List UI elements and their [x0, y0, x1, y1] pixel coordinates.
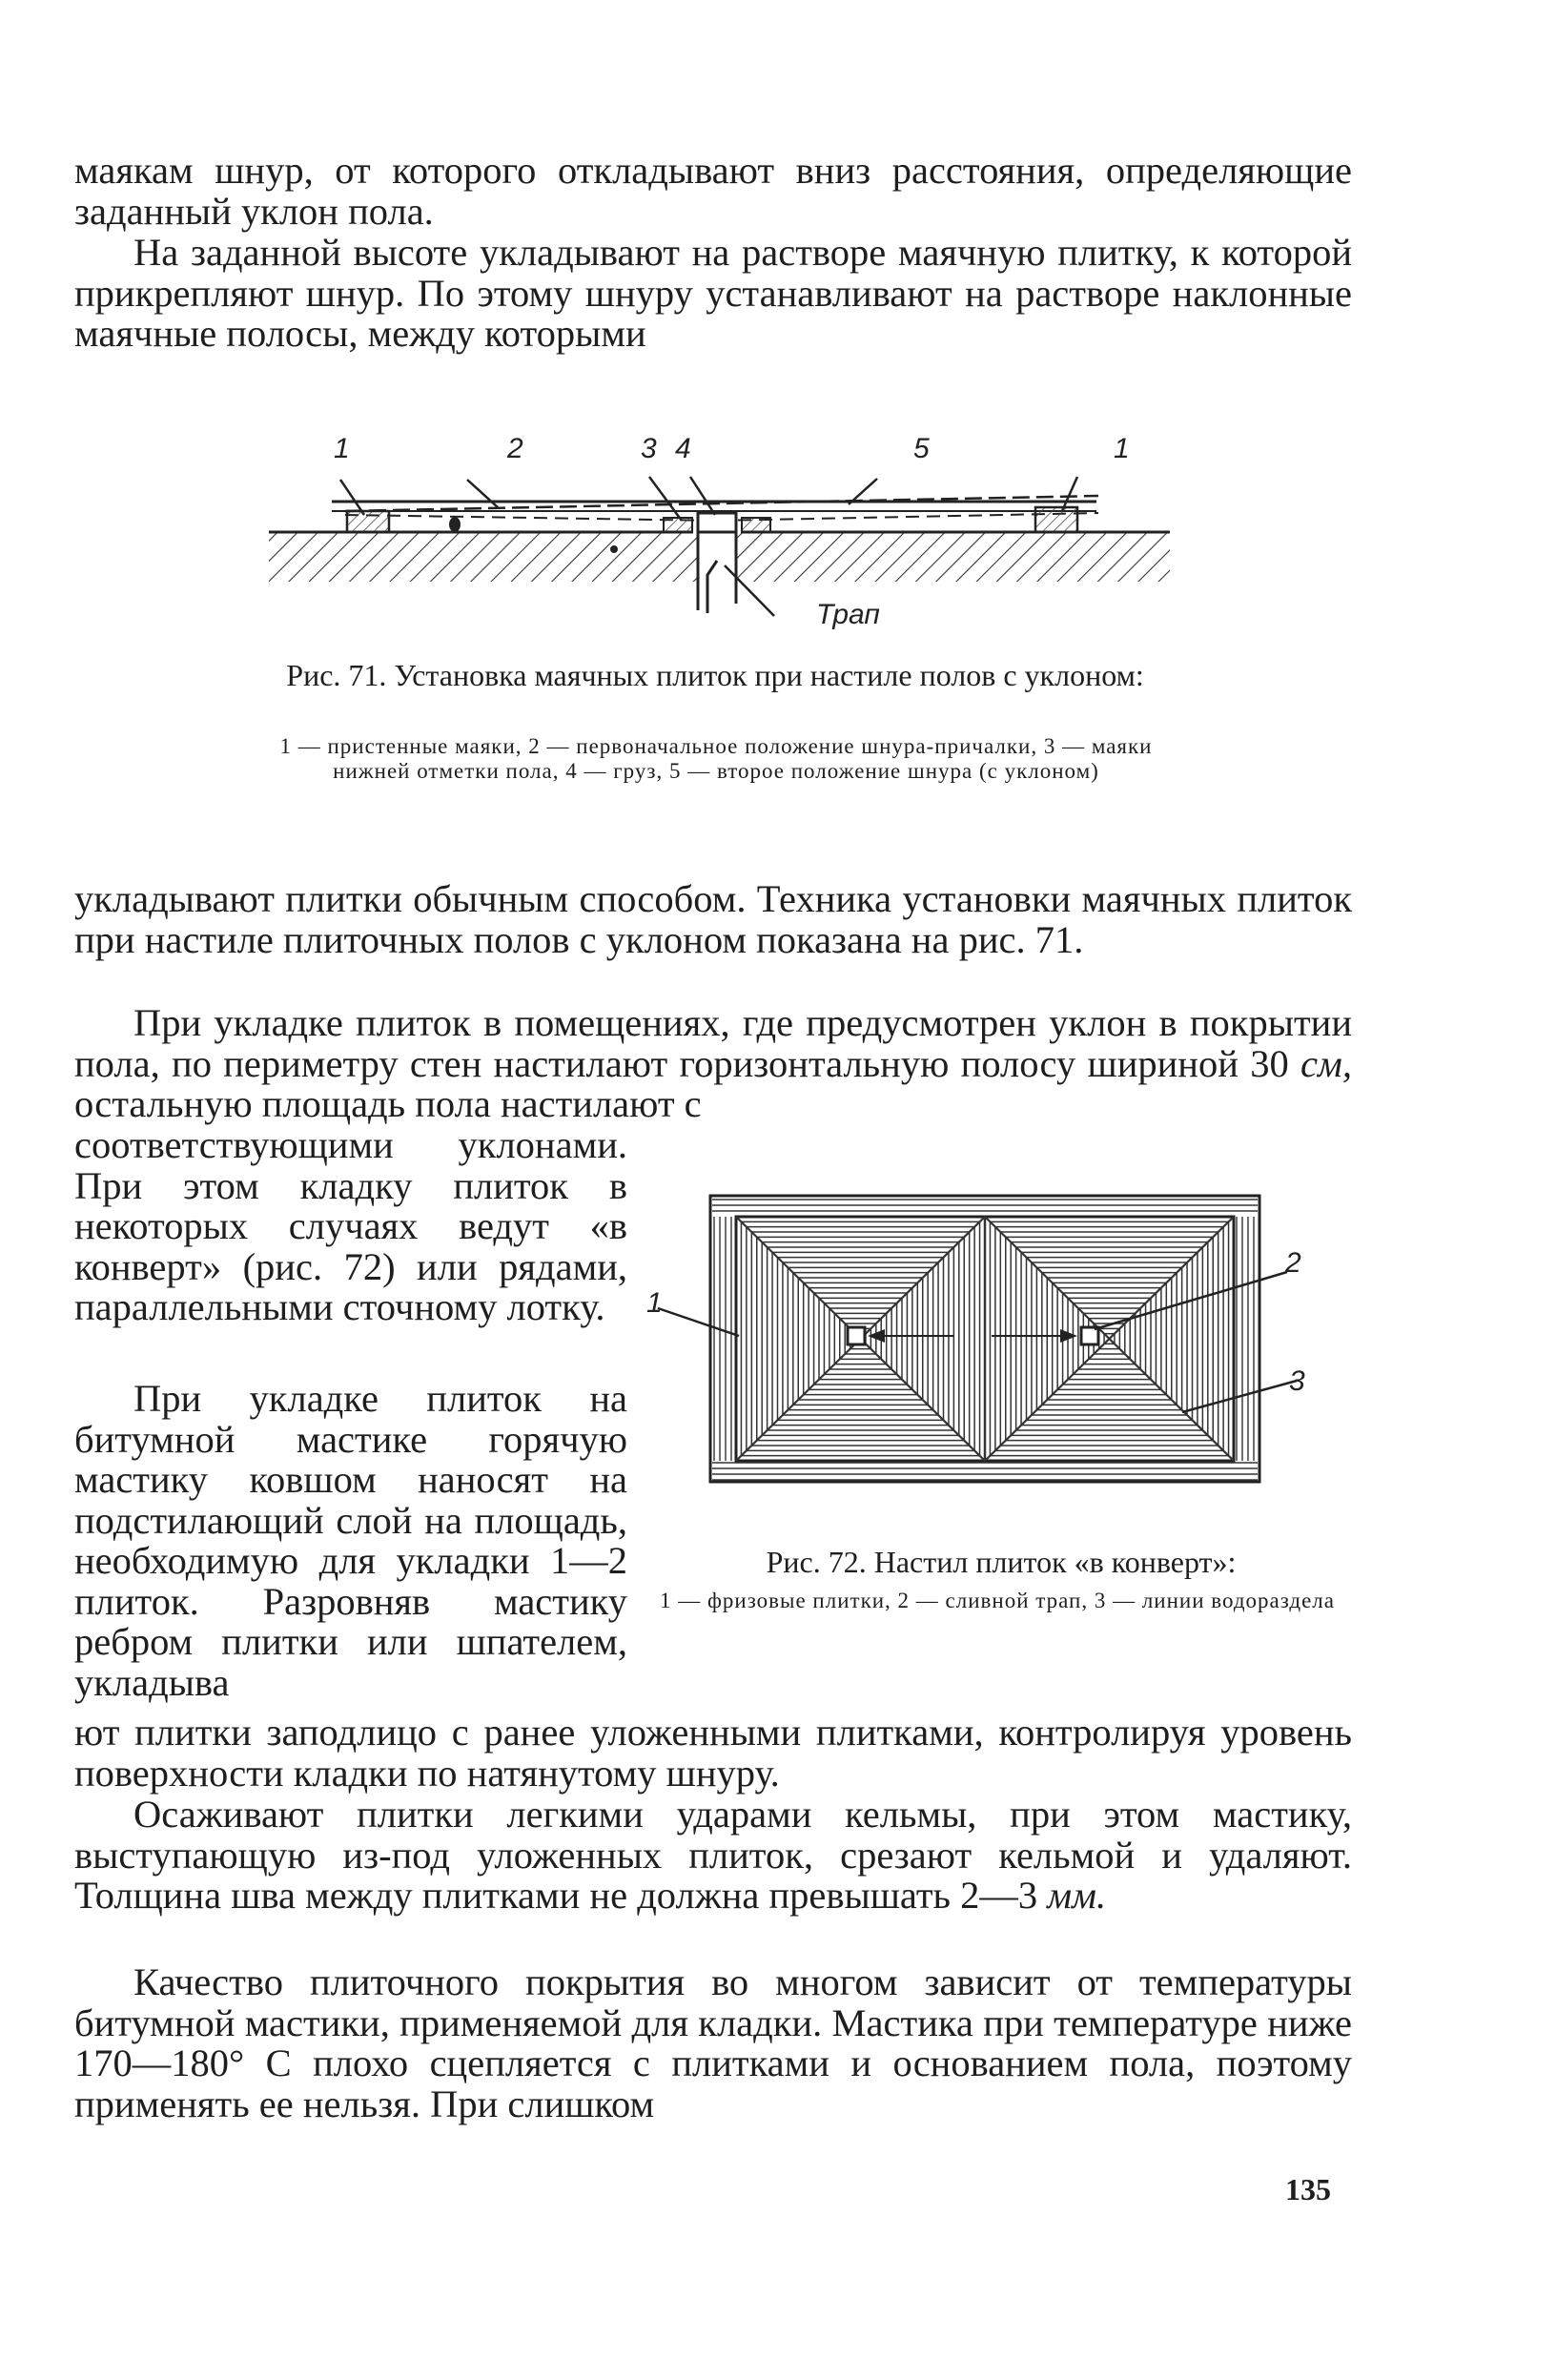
- fig71-label-2: 2: [507, 433, 523, 464]
- leader-4: [690, 477, 715, 515]
- fig71-label-4: 4: [675, 433, 691, 464]
- fig71-caption-legend: 1 — пристенные маяки, 2 — первоначальное положение шнура-причалки, 3 — маяки нижней отметки пола, 4 — груз, 5 — второе положение шнура (с уклоном): [279, 734, 1153, 783]
- paragraph-3: укладывают плитки обычным способом. Техника установки маячных плиток при настиле плиточных полов с уклоном показана на рис. 71.: [74, 877, 1352, 961]
- paragraph-4-continuation: остальную площадь пола настилают с: [74, 1082, 702, 1125]
- paragraph-6-text: Осаживают плитки легкими ударами кельмы, при этом мастику, выступающую из-под уложенных плиток, срезают кельмой и удаляют. Толщина шва между плитками не должна превышать 2—3: [74, 1793, 1352, 1917]
- figure-72: [648, 1179, 1335, 1499]
- fig71-label-3: 3: [641, 433, 657, 464]
- page-number: 135: [1285, 2172, 1331, 2206]
- fig72-label-1: 1: [646, 1287, 663, 1319]
- fig72-label-2: 2: [1285, 1247, 1301, 1279]
- fig72-caption-legend: 1 — фризовые плитки, 2 — сливной трап, 3 — линии водораздела: [659, 1589, 1335, 1612]
- fig72-caption-title: Рис. 72. Настил плиток «в конверт»:: [766, 1545, 1237, 1579]
- fig71-caption-title: Рис. 71. Установка маячных плиток при настиле полов с уклоном:: [286, 658, 1144, 692]
- fig72-label-3: 3: [1289, 1365, 1305, 1397]
- wall-beacon-right: [1035, 507, 1077, 532]
- paragraph-7: Качество плиточного покрытия во многом зависит от температуры битумной мастики, применяемой для кладки. Мастика при температуре ниже 170—180° С плохо сцепляется с плитками и основанием пола, поэтому применять ее нельзя. При слишком: [74, 1960, 1352, 2125]
- paragraph-4-text: При укладке плиток в помещениях, где предусмотрен уклон в покрытии пола, по периметру стен настилают горизонтальную полосу шириной 30: [74, 1001, 1352, 1085]
- paragraph-4-unit: см,: [1300, 1041, 1352, 1085]
- leader-2: [467, 480, 498, 507]
- paragraph-6: [74, 1795, 1352, 1917]
- drain-left: [848, 1327, 865, 1344]
- paragraph-1: маякам шнур, от которого откладывают вниз расстояния, определяющие заданный уклон пола.: [74, 149, 1352, 233]
- cord-sloped: [345, 496, 1098, 511]
- weight: [698, 513, 736, 532]
- low-beacon-left: [664, 518, 692, 532]
- paragraph-4-full: [74, 1003, 1352, 1125]
- fig71-label-1-left: 1: [334, 433, 350, 464]
- drain-pipe: [698, 530, 736, 606]
- paragraph-5-narrow: При укладке плиток на битумной мастике горячую мастику ковшом наносят на подстилающий слой на площадь, необходимую для укладки 1—2 плиток. Разровняв мастику ребром плитки или шпателем, укладыва: [74, 1377, 627, 1704]
- low-beacon-right: [742, 518, 770, 532]
- figure-71: [259, 408, 1175, 637]
- leader-1-left: [340, 480, 364, 515]
- paragraph-4-narrow: соответствующими уклонами. При этом кладку плиток в некоторых случаях ведут «в конверт» (рис. 72) или рядами, параллельными сточному лотку.: [74, 1123, 627, 1328]
- leader-1-right: [1062, 477, 1077, 511]
- leader-3: [649, 477, 682, 521]
- paragraph-5-full: ют плитки заподлицо с ранее уложенными плитками, контролируя уровень поверхности кладки по натянутому шнуру.: [74, 1711, 1352, 1795]
- fig71-label-drain: Трап: [816, 599, 880, 630]
- fig71-label-5: 5: [913, 433, 930, 464]
- paragraph-6-unit: мм.: [1047, 1874, 1107, 1917]
- fig71-label-1-right: 1: [1114, 433, 1130, 464]
- wall-beacon-left: [347, 511, 389, 532]
- paragraph-2: На заданной высоте укладывают на растворе маячную плитку, к которой прикрепляют шнур. По этому шнуру устанавливают на растворе наклонные маячные полосы, между которыми: [74, 231, 1352, 355]
